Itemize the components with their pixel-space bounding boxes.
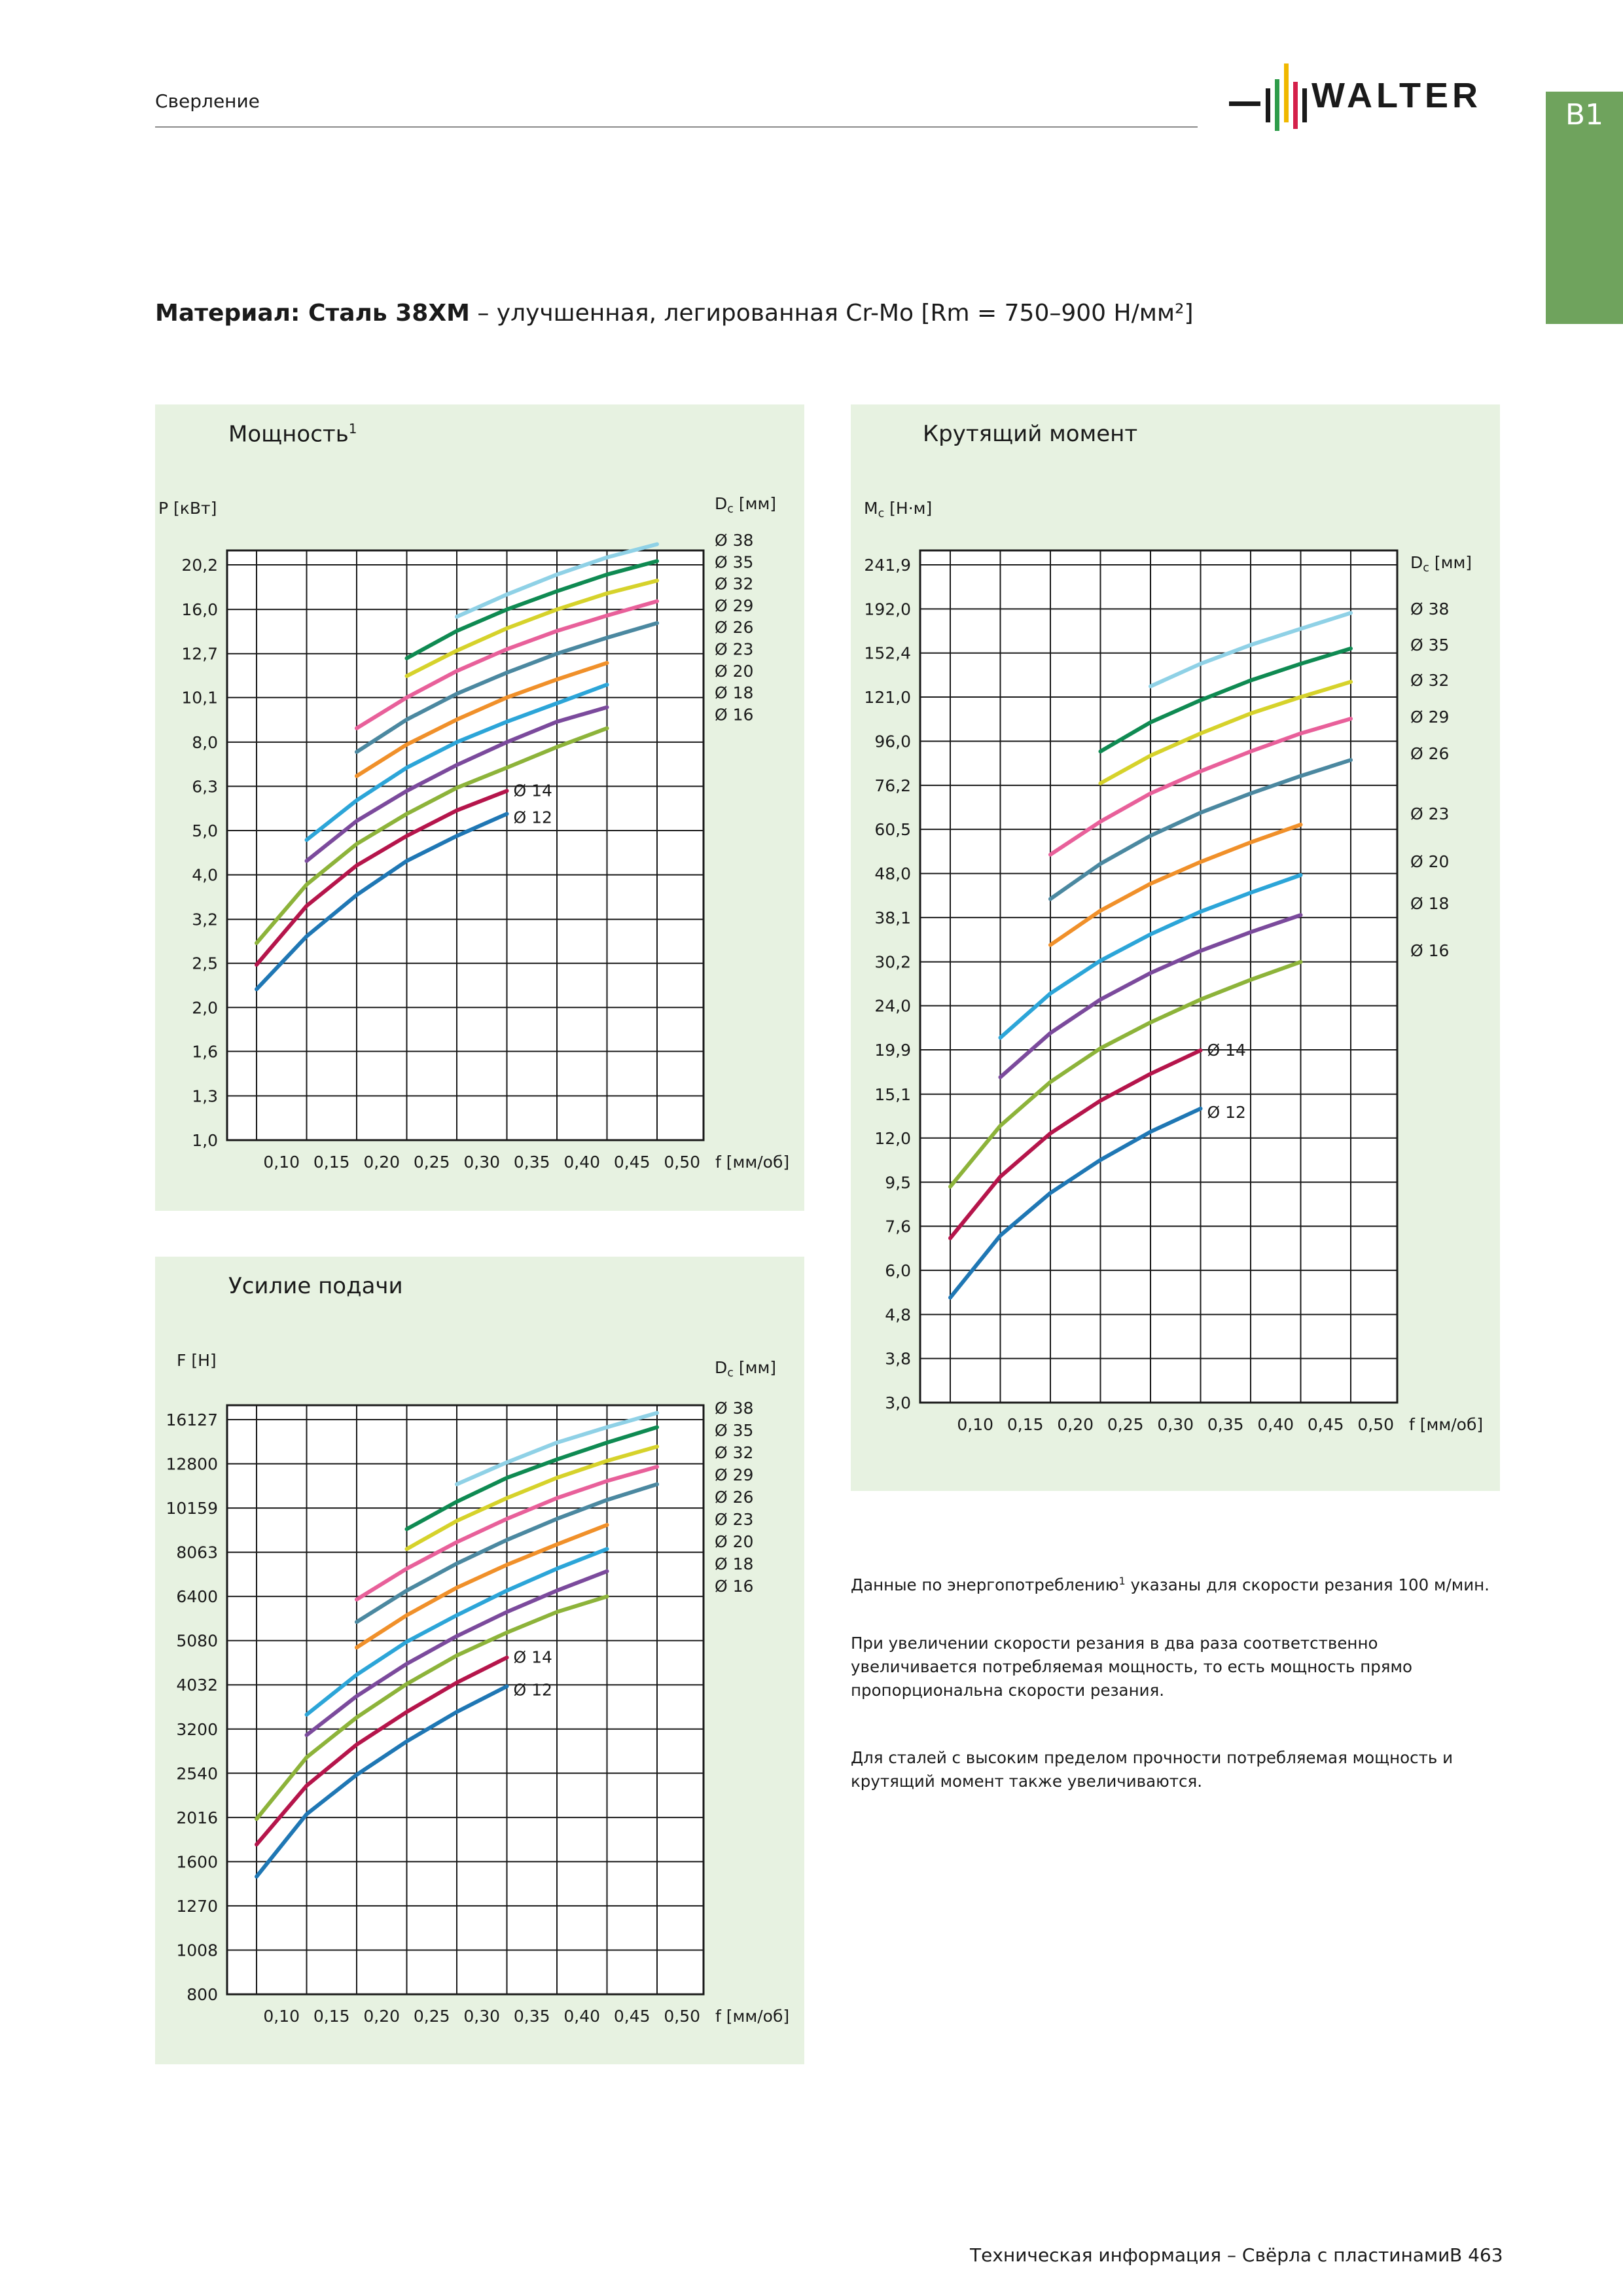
y-tick-label: 152,4 [864, 643, 911, 663]
y-tick-label: 6,0 [885, 1261, 911, 1280]
x-tick-label: 0,50 [1357, 1415, 1395, 1434]
inline-series-label: Ø 12 [513, 1680, 552, 1700]
section-tab [1546, 92, 1623, 324]
x-tick-label: 0,15 [313, 2007, 350, 2026]
inline-series-label: Ø 12 [1207, 1102, 1246, 1122]
y-tick-label: 15,1 [874, 1085, 911, 1104]
x-tick-label: 0,35 [513, 1153, 550, 1172]
legend-entry: Ø 38 [715, 1399, 754, 1418]
y-tick-label: 30,2 [874, 952, 911, 972]
y-tick-label: 8,0 [192, 732, 218, 752]
legend-entry: Ø 23 [715, 1510, 754, 1529]
y-tick-label: 1008 [176, 1941, 218, 1960]
x-axis-label: f [мм/об] [715, 1153, 790, 1172]
y-tick-label: 3,8 [885, 1349, 911, 1369]
y-tick-label: 12,0 [874, 1128, 911, 1148]
legend-entry: Ø 35 [715, 1421, 754, 1440]
power-title-text: Мощность [228, 421, 349, 448]
walter-wordmark: WALTER [1311, 76, 1482, 115]
power-chart-panel [155, 404, 804, 1211]
note-energy-footnote-mark: 1 [1118, 1575, 1126, 1587]
x-axis-label: f [мм/об] [1409, 1415, 1484, 1434]
header-divider [155, 126, 1198, 128]
y-tick-label: 16,0 [181, 600, 218, 620]
section-tab-label: B1 [1565, 98, 1604, 132]
y-tick-label: 19,9 [874, 1041, 911, 1060]
note-strength: Для сталей с высоким пределом прочности потребляемая мощность и крутящий момент также увеличиваются. [851, 1748, 1454, 1791]
legend-entry: Ø 16 [715, 1577, 754, 1596]
legend-entry: Ø 18 [715, 1554, 754, 1573]
legend-entry: Ø 29 [715, 1465, 754, 1484]
y-tick-label: 7,6 [885, 1217, 911, 1236]
legend-entry: Ø 26 [715, 1488, 754, 1507]
y-tick-label: 3,0 [885, 1393, 911, 1412]
y-tick-label: 24,0 [874, 996, 911, 1016]
x-tick-label: 0,15 [313, 1153, 350, 1172]
x-tick-label: 0,10 [957, 1415, 994, 1434]
legend-title: $D_c$ [мм] [1410, 553, 1472, 575]
legend-entry: Ø 18 [715, 683, 754, 703]
legend-entry: Ø 23 [715, 639, 754, 659]
x-tick-label: 0,25 [413, 2007, 450, 2026]
x-tick-label: 0,20 [363, 2007, 401, 2026]
x-tick-label: 0,30 [1157, 1415, 1194, 1434]
legend-entry: Ø 38 [1410, 600, 1450, 619]
legend-entry: Ø 26 [715, 618, 754, 637]
torque-chart-panel [851, 404, 1500, 1491]
power-chart [155, 404, 804, 1211]
walter-logo [1229, 62, 1501, 131]
footer-title: Техническая информация – Свёрла с пластинами [970, 2244, 1450, 2266]
y-tick-label: 1270 [176, 1896, 218, 1916]
x-tick-label: 0,25 [413, 1153, 450, 1172]
y-tick-label: 2,5 [192, 954, 218, 973]
legend-title: $D_c$ [мм] [715, 1358, 777, 1380]
y-tick-label: 48,0 [874, 864, 911, 884]
x-axis-label: f [мм/об] [715, 2007, 790, 2026]
inline-series-label: Ø 12 [513, 808, 552, 827]
x-tick-label: 0,15 [1007, 1415, 1044, 1434]
y-axis-label: P [кВт] [158, 499, 217, 518]
legend-title: $D_c$ [мм] [715, 494, 777, 516]
x-tick-label: 0,20 [1057, 1415, 1094, 1434]
y-tick-label: 1,6 [192, 1042, 218, 1062]
y-axis-label: F [Н] [177, 1351, 217, 1370]
y-tick-label: 1,3 [192, 1086, 218, 1106]
y-tick-label: 4,0 [192, 865, 218, 885]
material-description: – улучшенная, легированная Cr-Mo [Rm = 750–900 Н/мм²] [469, 300, 1194, 327]
legend-entry: Ø 35 [715, 552, 754, 572]
x-tick-label: 0,45 [613, 1153, 651, 1172]
y-tick-label: 800 [187, 1985, 218, 2004]
y-tick-label: 6,3 [192, 777, 218, 797]
y-tick-label: 5080 [176, 1631, 218, 1651]
y-tick-label: 10,1 [181, 688, 218, 708]
note-energy-pre: Данные по энергопотреблению [851, 1575, 1119, 1595]
x-tick-label: 0,10 [263, 2007, 300, 2026]
x-tick-label: 0,20 [363, 1153, 401, 1172]
section-title: Сверление [155, 90, 260, 112]
x-tick-label: 0,25 [1107, 1415, 1144, 1434]
x-tick-label: 0,40 [563, 1153, 601, 1172]
y-tick-label: 2,0 [192, 998, 218, 1018]
y-tick-label: 4032 [176, 1676, 218, 1695]
footer-page-number: B 463 [1450, 2244, 1503, 2266]
feed-force-chart-panel [155, 1257, 804, 2064]
legend-entry: Ø 35 [1410, 636, 1450, 655]
x-tick-label: 0,50 [664, 1153, 701, 1172]
inline-series-label: Ø 14 [513, 781, 552, 800]
y-tick-label: 192,0 [864, 600, 911, 619]
x-tick-label: 0,35 [513, 2007, 550, 2026]
y-tick-label: 8063 [176, 1543, 218, 1562]
legend-entry: Ø 20 [715, 1532, 754, 1551]
y-tick-label: 1600 [176, 1852, 218, 1872]
legend-entry: Ø 32 [715, 1443, 754, 1462]
note-energy-post: указаны для скорости резания 100 м/мин. [1125, 1575, 1489, 1595]
x-tick-label: 0,10 [263, 1153, 300, 1172]
y-tick-label: 60,5 [874, 820, 911, 840]
legend-entry: Ø 26 [1410, 744, 1450, 763]
legend-entry: Ø 32 [1410, 671, 1450, 690]
x-tick-label: 0,45 [613, 2007, 651, 2026]
y-tick-label: 12800 [166, 1454, 218, 1474]
feed-force-chart-title: Усилие подачи [228, 1273, 403, 1299]
inline-series-label: Ø 14 [1207, 1040, 1246, 1060]
note-energy [851, 1570, 1505, 1597]
x-tick-label: 0,45 [1307, 1415, 1344, 1434]
legend-entry: Ø 29 [1410, 708, 1450, 726]
y-tick-label: 96,0 [874, 732, 911, 751]
y-tick-label: 3200 [176, 1719, 218, 1739]
material-prefix: Материал: Сталь 38ХМ [155, 300, 470, 327]
y-tick-label: 241,9 [864, 556, 911, 575]
y-tick-label: 5,0 [192, 821, 218, 840]
material-line [155, 300, 1194, 327]
legend-entry: Ø 32 [715, 574, 754, 594]
x-tick-label: 0,50 [664, 2007, 701, 2026]
y-tick-label: 9,5 [885, 1173, 911, 1193]
y-tick-label: 10159 [166, 1499, 218, 1518]
x-tick-label: 0,40 [563, 2007, 601, 2026]
y-tick-label: 12,7 [181, 644, 218, 664]
note-speed: При увеличении скорости резания в два раза соответственно увеличивается потребляемая мощность, то есть мощность прямо пропорциональна скорости резания. [851, 1634, 1413, 1700]
y-tick-label: 2540 [176, 1764, 218, 1784]
y-tick-label: 4,8 [885, 1305, 911, 1325]
y-tick-label: 16127 [166, 1410, 218, 1429]
walter-logo-mark [1229, 62, 1501, 131]
legend-entry: Ø 16 [715, 705, 754, 725]
y-tick-label: 3,2 [192, 910, 218, 929]
legend-entry: Ø 16 [1410, 941, 1450, 960]
legend-entry: Ø 20 [715, 661, 754, 681]
legend-entry: Ø 20 [1410, 852, 1450, 871]
torque-chart [851, 404, 1500, 1491]
x-tick-label: 0,40 [1257, 1415, 1294, 1434]
y-axis-label: $M_c$ [Н·м] [864, 499, 933, 520]
legend-entry: Ø 23 [1410, 804, 1450, 823]
x-tick-label: 0,30 [463, 1153, 501, 1172]
inline-series-label: Ø 14 [513, 1647, 552, 1667]
x-tick-label: 0,35 [1207, 1415, 1244, 1434]
y-tick-label: 2016 [176, 1808, 218, 1827]
y-tick-label: 121,0 [864, 687, 911, 707]
plot-area [920, 550, 1397, 1403]
y-tick-label: 38,1 [874, 908, 911, 927]
feed-force-chart [155, 1257, 804, 2064]
y-tick-label: 76,2 [874, 776, 911, 795]
legend-entry: Ø 38 [715, 531, 754, 550]
legend-entry: Ø 18 [1410, 894, 1450, 913]
y-tick-label: 1,0 [192, 1131, 218, 1150]
torque-chart-title: Крутящий момент [923, 421, 1138, 447]
y-tick-label: 6400 [176, 1587, 218, 1607]
y-tick-label: 20,2 [181, 556, 218, 575]
x-tick-label: 0,30 [463, 2007, 501, 2026]
power-title-footnote-mark: 1 [348, 421, 357, 437]
legend-entry: Ø 29 [715, 596, 754, 615]
